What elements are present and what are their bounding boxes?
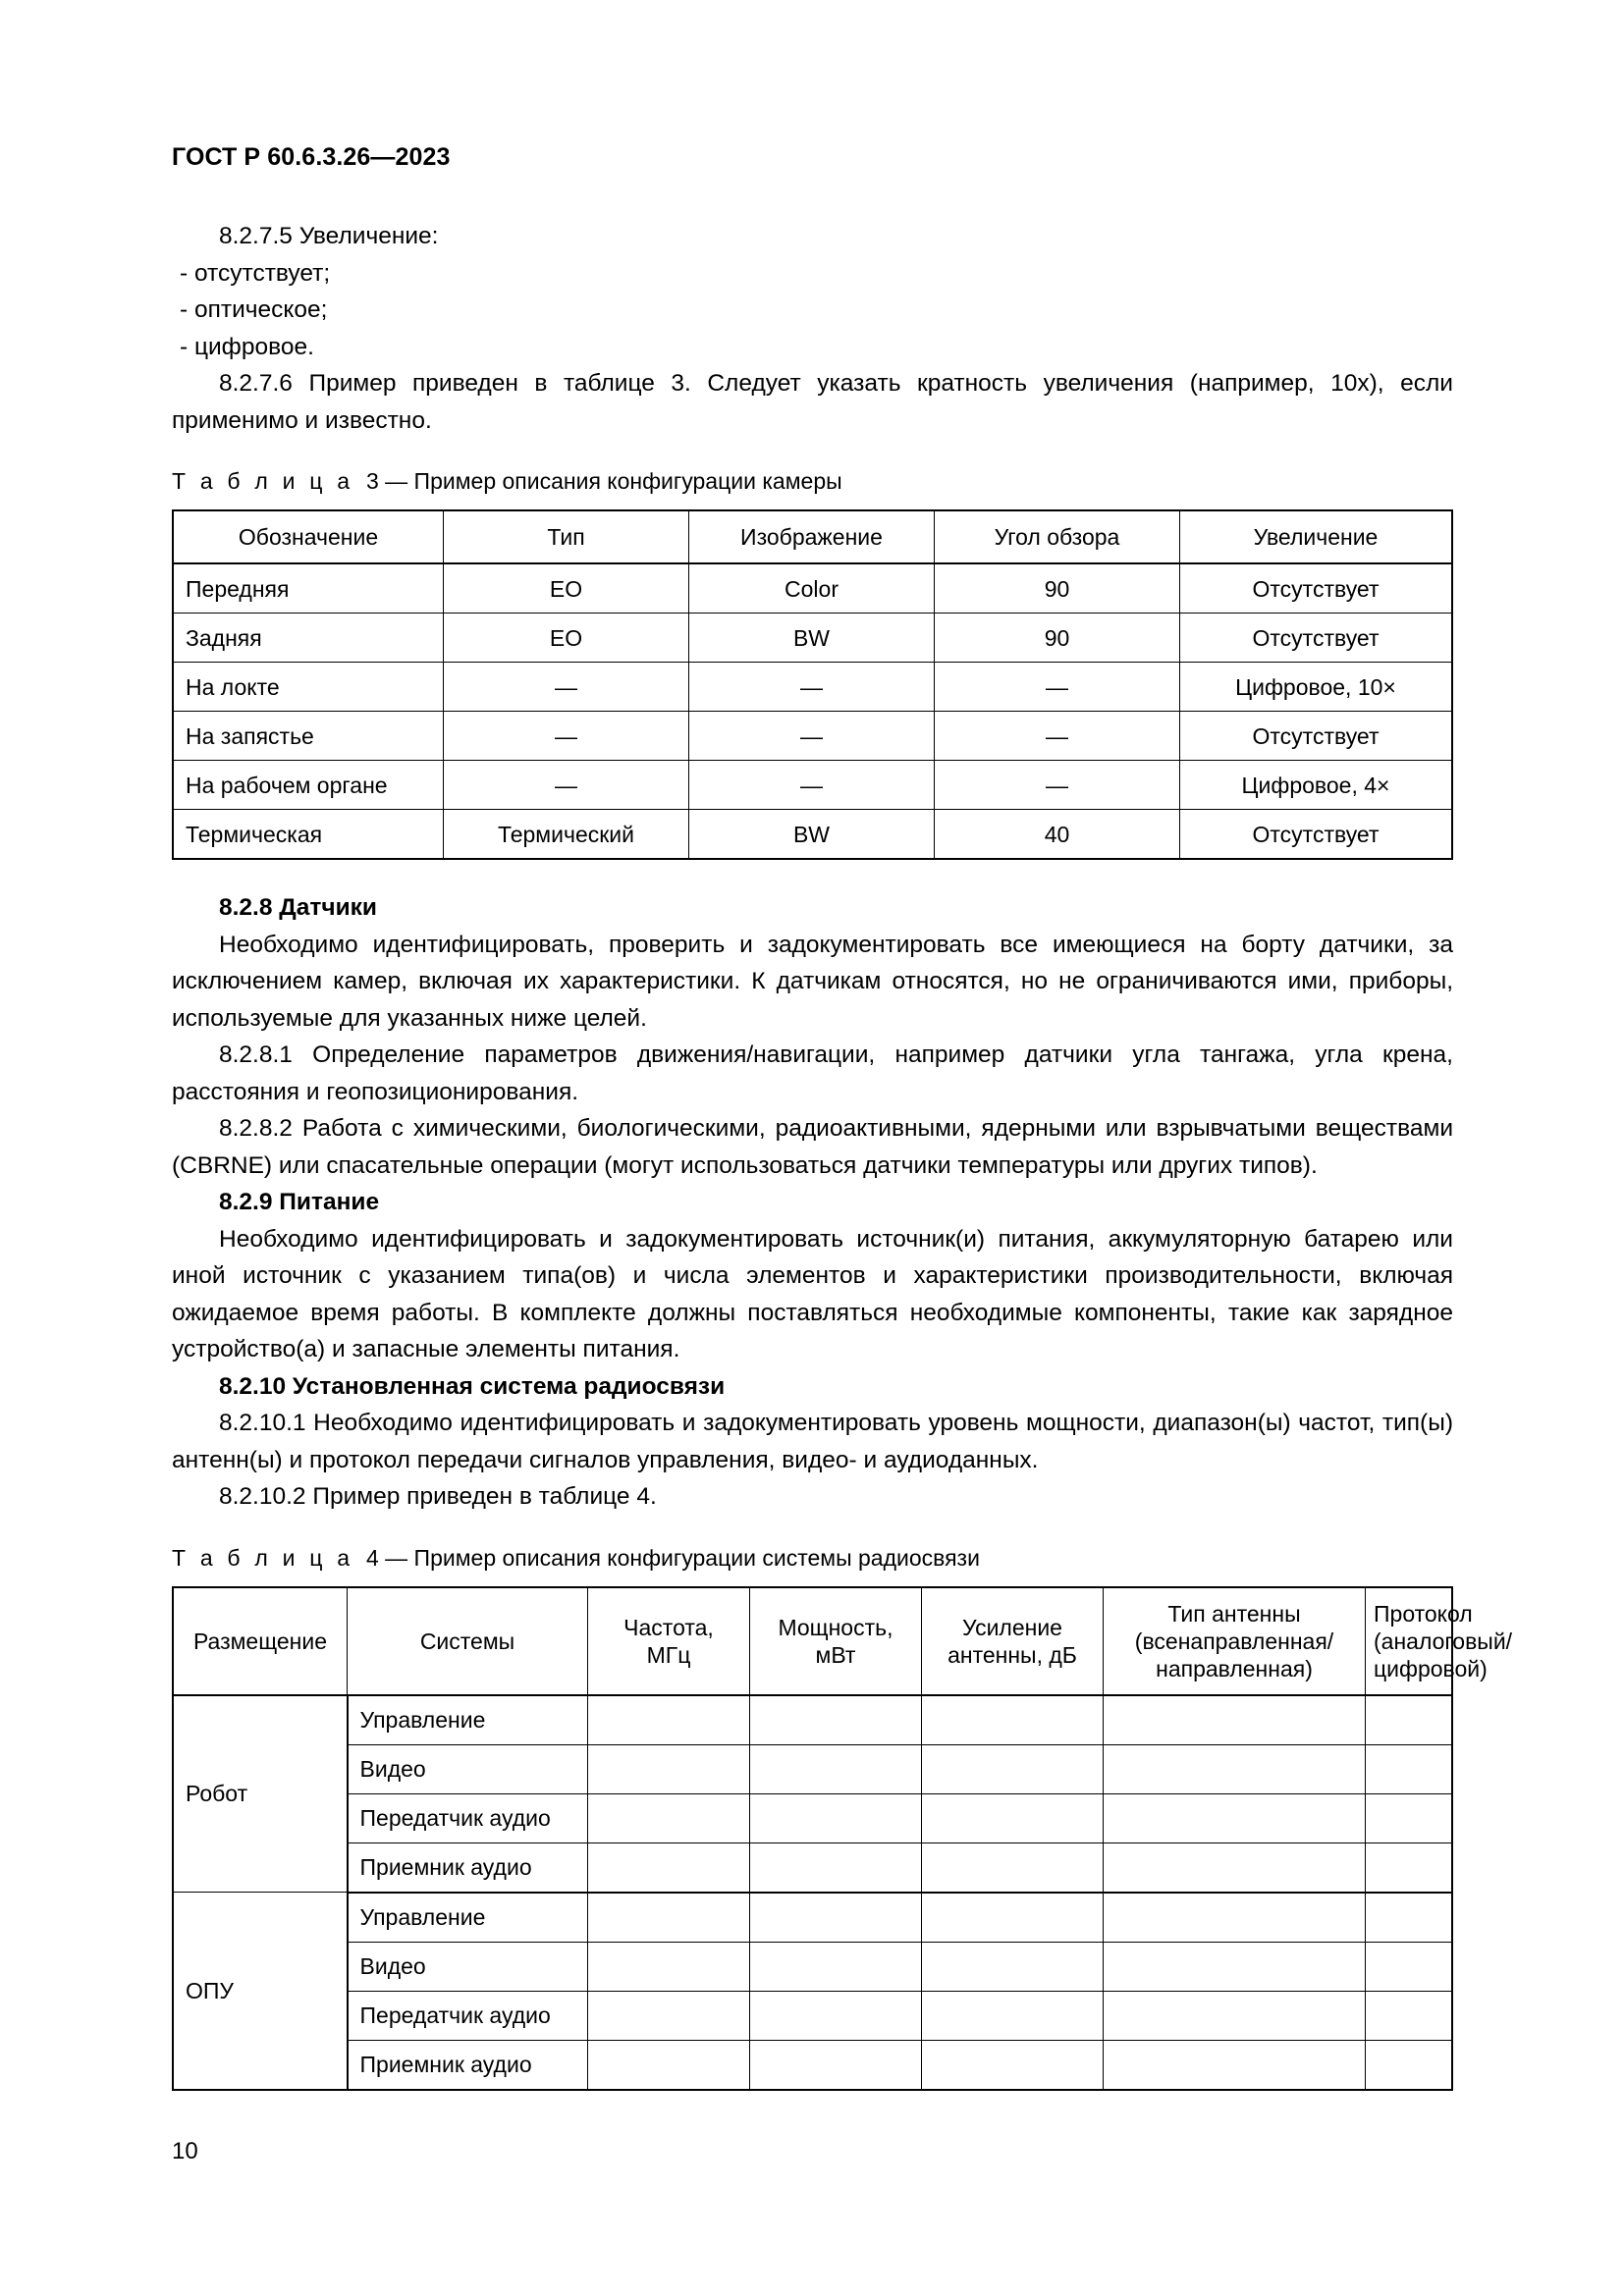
table-4-cell-empty: [588, 2040, 750, 2090]
table-row: [173, 614, 1452, 663]
paragraph-8-2-8-body: Необходимо идентифицировать, проверить и задокументировать все имеющиеся на борту датчики, за исключением камер, включая их характеристики. К датчикам относятся, но не ограничиваются ими, приборы, используемые для указанных ниже целей.: [172, 931, 1453, 1032]
table-4-caption-label: Т а б л и ц а: [172, 1544, 354, 1571]
table-4-cell-empty: [750, 1793, 922, 1842]
table-3-cell: EO: [444, 563, 689, 614]
table-4-system-label: Видео: [348, 1744, 588, 1793]
table-4-cell-empty: [588, 1744, 750, 1793]
header-line: Системы: [419, 1628, 515, 1654]
table-4-cell-empty: [588, 1991, 750, 2040]
table-row: [173, 1744, 1452, 1793]
table-3-cell: 90: [935, 563, 1180, 614]
document-body: [172, 218, 1513, 2091]
table-row-header: [173, 510, 1452, 563]
table-4-header: [173, 1587, 1513, 1695]
table-4-cell-empty: [1366, 1842, 1453, 1893]
table-4-cell-empty: [1104, 1793, 1366, 1842]
table-4-cell-empty: [1104, 2040, 1366, 2090]
table-row: [173, 1793, 1452, 1842]
table-4-cell-empty: [588, 1942, 750, 1991]
table-3-cell: Передняя: [173, 563, 444, 614]
table-3-cell: Термический: [444, 810, 689, 860]
table-3-cell: Color: [689, 563, 935, 614]
paragraph-8-2-7-6: 8.2.7.6 Пример приведен в таблице 3. Следует указать кратность увеличения (например, 10x), если применимо и известно.: [172, 370, 1453, 434]
page-header-standard-code: ГОСТ Р 60.6.3.26—2023: [172, 143, 451, 171]
table-4-col-placement: [173, 1587, 348, 1695]
header-line: (аналоговый/: [1374, 1628, 1513, 1654]
header-line: антенны, дБ: [947, 1641, 1077, 1668]
table-4-system-label: Передатчик аудио: [348, 1991, 588, 2040]
table-4-cell-empty: [588, 1842, 750, 1893]
table-4-body: [173, 1695, 1452, 2090]
table-row: [173, 1842, 1452, 1893]
table-3-body: [173, 563, 1452, 859]
paragraph-8-2-8-2: 8.2.8.2 Работа с химическими, биологическими, радиоактивными, ядерными или взрывчатыми веществами (CBRNE) или спасательные операции (могут использоваться датчики температуры или других типов).: [172, 1115, 1453, 1179]
table-4-system-label: Управление: [348, 1695, 588, 1745]
table-3-cell: Отсутствует: [1180, 614, 1453, 663]
list-item-zoom-optical: - оптическое;: [180, 296, 328, 323]
table-3-cell: —: [689, 663, 935, 712]
table-4-cell-empty: [1366, 1695, 1453, 1745]
table-4-cell-empty: [1104, 1893, 1366, 1943]
table-3-cell: —: [444, 712, 689, 761]
paragraph-8-2-9-body: Необходимо идентифицировать и задокументировать источник(и) питания, аккумуляторную батарею или иной источник с указанием типа(ов) и числа элементов и характеристики производительности, включая ожидаемое время работы. В комплекте должны поставляться необходимые компоненты, такие как зарядное устройство(а) и запасные элементы питания.: [172, 1225, 1453, 1362]
table-3-cell: EO: [444, 614, 689, 663]
table-4-cell-empty: [922, 1744, 1104, 1793]
table-3-col-zoom: Увеличение: [1180, 510, 1453, 563]
table-3-cell: На запястье: [173, 712, 444, 761]
table-3-caption-label: Т а б л и ц а: [172, 468, 354, 494]
header-line: (всенаправленная/: [1134, 1628, 1334, 1654]
table-4-cell-empty: [1366, 1893, 1453, 1943]
header-line: МГц: [646, 1641, 691, 1668]
table-4-col-protocol: [1366, 1587, 1513, 1695]
table-4-cell-empty: [1104, 1942, 1366, 1991]
table-4-cell-empty: [1366, 1991, 1453, 2040]
table-row: [173, 712, 1452, 761]
table-4-cell-empty: [922, 1793, 1104, 1842]
paragraph-8-2-10-1: 8.2.10.1 Необходимо идентифицировать и задокументировать уровень мощности, диапазон(ы) частот, тип(ы) антенн(ы) и протокол передачи сигналов управления, видео- и аудиоданных.: [172, 1410, 1453, 1473]
table-4-cell-empty: [922, 1695, 1104, 1745]
table-4-cell-empty: [588, 1793, 750, 1842]
paragraph-8-2-8-1: 8.2.8.1 Определение параметров движения/навигации, например датчики угла тангажа, угла крена, расстояния и геопозиционирования.: [172, 1041, 1453, 1105]
table-3-cell: BW: [689, 810, 935, 860]
table-3-cell: —: [689, 712, 935, 761]
table-3-cell: —: [689, 761, 935, 810]
table-4-cell-empty: [1366, 1942, 1453, 1991]
table-4-cell-empty: [750, 1991, 922, 2040]
table-row: [173, 2040, 1452, 2090]
table-3-cell: 40: [935, 810, 1180, 860]
table-3-caption: [172, 464, 1453, 498]
table-4-cell-empty: [922, 1893, 1104, 1943]
table-4-system-label: Передатчик аудио: [348, 1793, 588, 1842]
table-4-cell-empty: [750, 2040, 922, 2090]
table-4-cell-empty: [922, 1942, 1104, 1991]
table-4-cell-empty: [1104, 1991, 1366, 2040]
table-4-radio-configuration: [172, 1586, 1513, 2091]
table-4-cell-empty: [750, 1744, 922, 1793]
table-3-camera-configuration: [172, 509, 1453, 860]
table-3-col-designation: Обозначение: [173, 510, 444, 563]
table-3-cell: Задняя: [173, 614, 444, 663]
heading-8-2-10: 8.2.10 Установленная система радиосвязи: [219, 1372, 726, 1400]
table-4-cell-empty: [588, 1695, 750, 1745]
table-3-cell: —: [444, 761, 689, 810]
table-3-cell: —: [935, 712, 1180, 761]
header-line: Частота,: [623, 1614, 714, 1640]
table-4-cell-empty: [750, 1695, 922, 1745]
table-3-cell: Отсутствует: [1180, 810, 1453, 860]
table-4-cell-empty: [750, 1893, 922, 1943]
table-3-cell: —: [935, 663, 1180, 712]
table-row: [173, 1942, 1452, 1991]
table-4-system-label: Видео: [348, 1942, 588, 1991]
table-4-caption-text: — Пример описания конфигурации системы радиосвязи: [385, 1544, 980, 1571]
table-row: [173, 761, 1452, 810]
table-4-cell-empty: [750, 1942, 922, 1991]
table-3-cell: Цифровое, 10×: [1180, 663, 1453, 712]
header-line: Усиление: [962, 1614, 1062, 1640]
table-4-group-label: ОПУ: [173, 1893, 348, 2090]
table-3-caption-text: — Пример описания конфигурации камеры: [385, 468, 842, 494]
header-line: Размещение: [192, 1628, 328, 1654]
table-3-cell: —: [935, 761, 1180, 810]
table-3-cell: На рабочем органе: [173, 761, 444, 810]
table-4-col-frequency: [588, 1587, 750, 1695]
table-3-cell: 90: [935, 614, 1180, 663]
table-4-group-label: Робот: [173, 1695, 348, 1893]
header-line: мВт: [815, 1641, 856, 1668]
table-3-cell: Отсутствует: [1180, 712, 1453, 761]
table-4-cell-empty: [1366, 1793, 1453, 1842]
table-3-cell: Цифровое, 4×: [1180, 761, 1453, 810]
page-number: 10: [172, 2138, 198, 2164]
table-row: [173, 1991, 1452, 2040]
heading-8-2-8: 8.2.8 Датчики: [219, 894, 377, 921]
table-3-col-type: Тип: [444, 510, 689, 563]
table-4-system-label: Приемник аудио: [348, 1842, 588, 1893]
table-4-cell-empty: [922, 1842, 1104, 1893]
table-row: [173, 563, 1452, 614]
table-4-caption: [172, 1541, 1453, 1575]
header-line: Тип антенны: [1167, 1600, 1301, 1627]
table-3-caption-number: 3: [365, 468, 379, 494]
list-item-zoom-none: - отсутствует;: [180, 259, 331, 287]
table-4-col-power: [750, 1587, 922, 1695]
table-row: [173, 810, 1452, 860]
table-4-system-label: Управление: [348, 1893, 588, 1943]
table-4-col-systems: [348, 1587, 588, 1695]
table-4-system-label: Приемник аудио: [348, 2040, 588, 2090]
header-line: направленная): [1156, 1655, 1313, 1682]
table-3-col-image: Изображение: [689, 510, 935, 563]
table-3-cell: BW: [689, 614, 935, 663]
table-row: [173, 1893, 1452, 1943]
table-4-caption-number: 4: [365, 1544, 379, 1571]
table-row-header: [173, 1587, 1452, 1695]
table-3-cell: Отсутствует: [1180, 563, 1453, 614]
table-3-cell: —: [444, 663, 689, 712]
table-4-col-antenna-type: [1104, 1587, 1366, 1695]
paragraph-8-2-7-5-title: 8.2.7.5 Увеличение:: [219, 223, 439, 249]
table-4-cell-empty: [1104, 1695, 1366, 1745]
table-4-cell-empty: [588, 1893, 750, 1943]
paragraph-8-2-10-2: 8.2.10.2 Пример приведен в таблице 4.: [219, 1483, 657, 1510]
table-3-col-fov: Угол обзора: [935, 510, 1180, 563]
header-line: цифровой): [1374, 1655, 1488, 1682]
table-4-cell-empty: [1366, 1744, 1453, 1793]
table-4-cell-empty: [922, 2040, 1104, 2090]
table-4-cell-empty: [922, 1991, 1104, 2040]
header-line: Мощность,: [778, 1614, 893, 1640]
table-4-cell-empty: [750, 1842, 922, 1893]
table-3-cell: На локте: [173, 663, 444, 712]
table-4-cell-empty: [1366, 2040, 1453, 2090]
table-4-col-antenna-gain: [922, 1587, 1104, 1695]
table-row: [173, 1695, 1452, 1745]
table-3-header: [173, 510, 1452, 563]
header-line: Протокол: [1374, 1600, 1473, 1627]
table-row: [173, 663, 1452, 712]
table-4-cell-empty: [1104, 1744, 1366, 1793]
list-item-zoom-digital: - цифровое.: [180, 333, 314, 360]
table-4-cell-empty: [1104, 1842, 1366, 1893]
table-3-cell: Термическая: [173, 810, 444, 860]
heading-8-2-9: 8.2.9 Питание: [219, 1189, 380, 1215]
